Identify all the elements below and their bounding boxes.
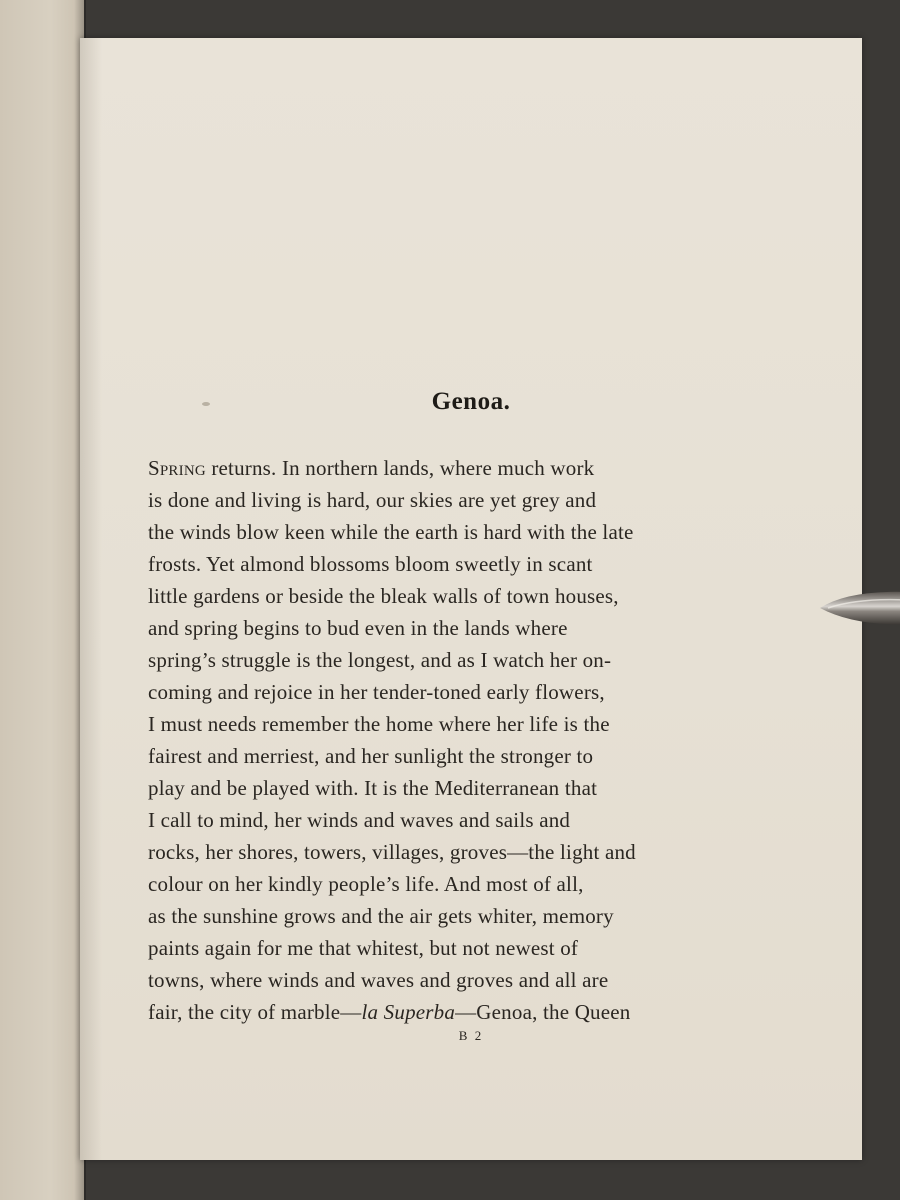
- text-line: I call to mind, her winds and waves and sails and: [148, 808, 571, 832]
- drop-word: Spring: [148, 456, 206, 480]
- italic-phrase: la Superba: [361, 1000, 456, 1024]
- book-page: [80, 38, 862, 1160]
- text-line: and spring begins to bud even in the lands where: [148, 616, 568, 640]
- text-line: coming and rejoice in her tender-toned early flowers,: [148, 680, 605, 704]
- signature-mark: B 2: [458, 1028, 484, 1043]
- page-curl-shading: [80, 38, 102, 1160]
- text-line: paints again for me that whitest, but not newest of: [148, 936, 579, 960]
- text-line: play and be played with. It is the Mediterranean that: [148, 776, 598, 800]
- text-line: rocks, her shores, towers, villages, groves—the light and: [148, 840, 636, 864]
- text-line: is done and living is hard, our skies are yet grey and: [148, 488, 597, 512]
- chapter-title: Genoa.: [431, 388, 511, 415]
- text-line: spring’s struggle is the longest, and as I watch her on-: [148, 648, 612, 672]
- text-line: fairest and merriest, and her sunlight the stronger to: [148, 744, 594, 768]
- text-line: I must needs remember the home where her life is the: [148, 712, 610, 736]
- text-line: towns, where winds and waves and groves and all are: [148, 968, 609, 992]
- bookmark-ribbon: [818, 586, 900, 630]
- text-line: fair, the city of marble—la Superba—Genoa, the Queen: [148, 1000, 631, 1024]
- text-line: little gardens or beside the bleak walls of town houses,: [148, 584, 619, 608]
- text-line: the winds blow keen while the earth is hard with the late: [148, 520, 634, 544]
- text-line: frosts. Yet almond blossoms bloom sweetly in scant: [148, 552, 593, 576]
- facing-page-edge: [0, 0, 84, 1200]
- text-line: as the sunshine grows and the air gets whiter, memory: [148, 904, 614, 928]
- text-line: colour on her kindly people’s life. And most of all,: [148, 872, 584, 896]
- text-line: Spring returns. In northern lands, where much work: [148, 456, 595, 480]
